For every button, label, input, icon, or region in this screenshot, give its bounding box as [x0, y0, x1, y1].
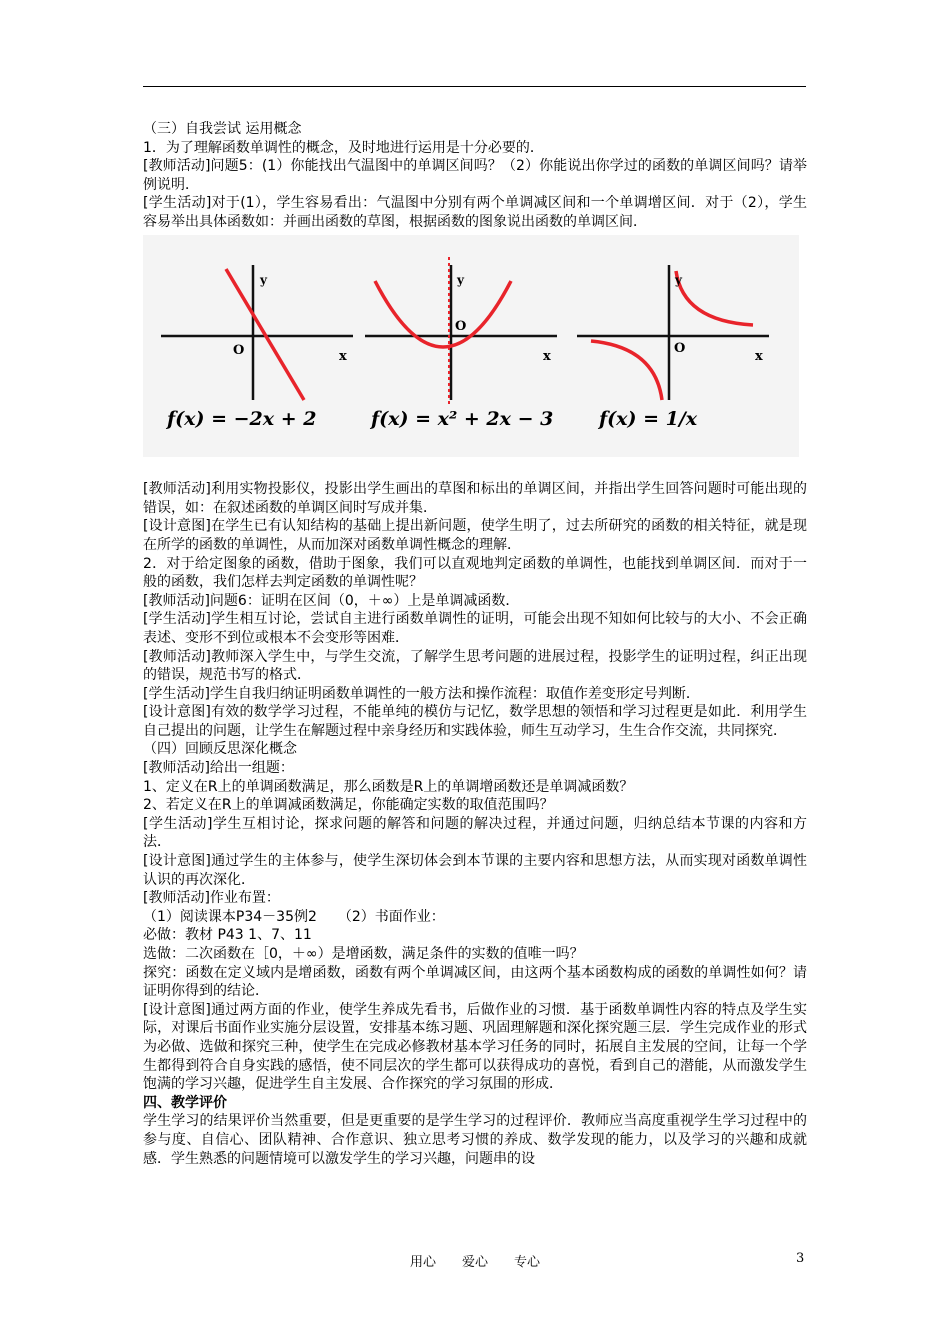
paragraph: [设计意图]通过两方面的作业，使学生养成先看书，后做作业的习惯．基于函数单调性内容的特点及学生实际，对课后书面作业实施分层设置，安排基本练习题、巩固理解题和深化探究题三层．学生完成作业的形式为必做、选做和探究三种，使学生在完成必修教材基本学习任务的同时，拓展自主发展的空间，让每一个学生都得到符合自身实践的感悟，使不同层次的学生都可以获得成功的喜悦，看到自己的潜能，从而激发学生饱满的学习兴趣，促进学生自主发展、合作探究的学习氛围的形成．	[143, 1001, 807, 1093]
section-heading: 四、教学评价	[143, 1094, 227, 1111]
paragraph: 2、若定义在R上的单调减函数满足，你能确定实数的取值范围吗？	[143, 797, 554, 814]
x-axis-label: x	[339, 348, 347, 364]
origin-label: O	[674, 340, 686, 356]
paragraph: [设计意图]在学生已有认知结构的基础上提出新问题，使学生明了，过去所研究的函数的相关特征，就是现在所学的函数的单调性，从而加深对函数单调性概念的理解．	[143, 518, 807, 553]
y-axis-label: y	[457, 272, 464, 287]
paragraph: 选做：二次函数在［0，＋∞）是增函数，满足条件的实数的值唯一吗？	[143, 946, 584, 962]
paragraph: [教师活动]教师深入学生中，与学生交流，了解学生思考问题的进展过程，投影学生的证明过程，纠正出现的错误，规范书写的格式．	[143, 648, 807, 684]
paragraph: [教师活动]利用实物投影仪，投影出学生画出的草图和标出的单调区间，并指出学生回答问题时可能出现的错误，如：在叙述函数的单调区间时写成并集．	[143, 481, 807, 516]
paragraph: [学生活动]对于(1），学生容易看出：气温图中分别有两个单调减区间和一个单调增区间．对于（2），学生容易举出具体函数如：并画出函数的草图，根据函数的图象说出函数的单调区间．	[143, 195, 807, 230]
paragraph: [教师活动]给出一组题：	[143, 760, 294, 777]
paragraph: 学生学习的结果评价当然重要，但是更重要的是学生学习的过程评价．教师应当高度重视学生学习过程中的参与度、自信心、团队精神、合作意识、独立思考习惯的养成、数学发现的能力，以及学习的兴趣和成就感．学生熟悉的问题情境可以激发学生的学习兴趣，问题串的设	[143, 1113, 807, 1167]
paragraph: [学生活动]学生自我归纳证明函数单调性的一般方法和操作流程：取值作差变形定号判断．	[143, 685, 700, 702]
paragraph: 探究：函数在定义域内是增函数，函数有两个单调减区间，由这两个基本函数构成的函数的单调性如何？请证明你得到的结论．	[143, 964, 807, 1000]
paragraph: [学生活动]学生相互讨论，尝试自主进行函数单调性的证明，可能会出现不知如何比较与的大小、不会正确表述、变形不到位或根本不会变形等困难．	[143, 611, 807, 646]
paragraph: [学生活动]学生互相讨论，探求问题的解答和问题的解决过程，并通过问题，归纳总结本节课的内容和方法．	[143, 815, 807, 851]
x-axis-label: x	[543, 348, 551, 364]
paragraph: 1、定义在R上的单调函数满足，那么函数是R上的单调增函数还是单调减函数？	[143, 778, 634, 795]
paragraph: [教师活动]问题6：证明在区间（0，＋∞）上是单调减函数．	[143, 592, 520, 609]
header-rule	[143, 86, 806, 87]
page-number: 3	[796, 1251, 805, 1266]
y-axis-label: y	[260, 272, 267, 287]
quadratic-formula: f(x) = x² + 2x − 3	[371, 407, 554, 430]
paragraph: （1）阅读课本P34－35例2 （2）书面作业：	[143, 908, 445, 925]
function-graphs-figure	[143, 235, 799, 457]
x-axis-label: x	[755, 348, 763, 364]
paragraph: 1．为了理解函数单调性的概念，及时地进行运用是十分必要的．	[143, 139, 544, 156]
origin-label: O	[455, 318, 467, 334]
paragraph: （三）自我尝试 运用概念	[143, 121, 302, 137]
reciprocal-formula: f(x) = 1/x	[599, 407, 698, 430]
paragraph: （四）回顾反思深化概念	[143, 741, 297, 758]
linear-formula: f(x) = −2x + 2	[167, 407, 317, 430]
origin-label: O	[233, 342, 245, 358]
page-content	[143, 120, 807, 1168]
footer-motto: 用心 爱心 专心	[409, 1255, 540, 1270]
y-axis-label: y	[675, 272, 682, 287]
paragraph: 2．对于给定图象的函数，借助于图象，我们可以直观地判定函数的单调性，也能找到单调区间．而对于一般的函数，我们怎样去判定函数的单调性呢？	[143, 555, 807, 591]
paragraph: [设计意图]有效的数学学习过程，不能单纯的模仿与记忆，数学思想的领悟和学习过程更是如此．利用学生自己提出的问题，让学生在解题过程中亲身经历和实践体验，师生互动学习，生生合作交流，共同探究．	[143, 704, 807, 739]
paragraph: [教师活动]问题5：(1）你能找出气温图中的单调区间吗？（2）你能说出你学过的函数的单调区间吗？请举例说明．	[143, 158, 807, 193]
page-footer	[0, 1251, 950, 1271]
paragraph: 必做：教材 P43 1、7、11	[143, 927, 312, 944]
paragraph: [设计意图]通过学生的主体参与，使学生深切体会到本节课的主要内容和思想方法，从而实现对函数单调性认识的再次深化．	[143, 853, 807, 888]
paragraph: [教师活动]作业布置：	[143, 890, 280, 907]
